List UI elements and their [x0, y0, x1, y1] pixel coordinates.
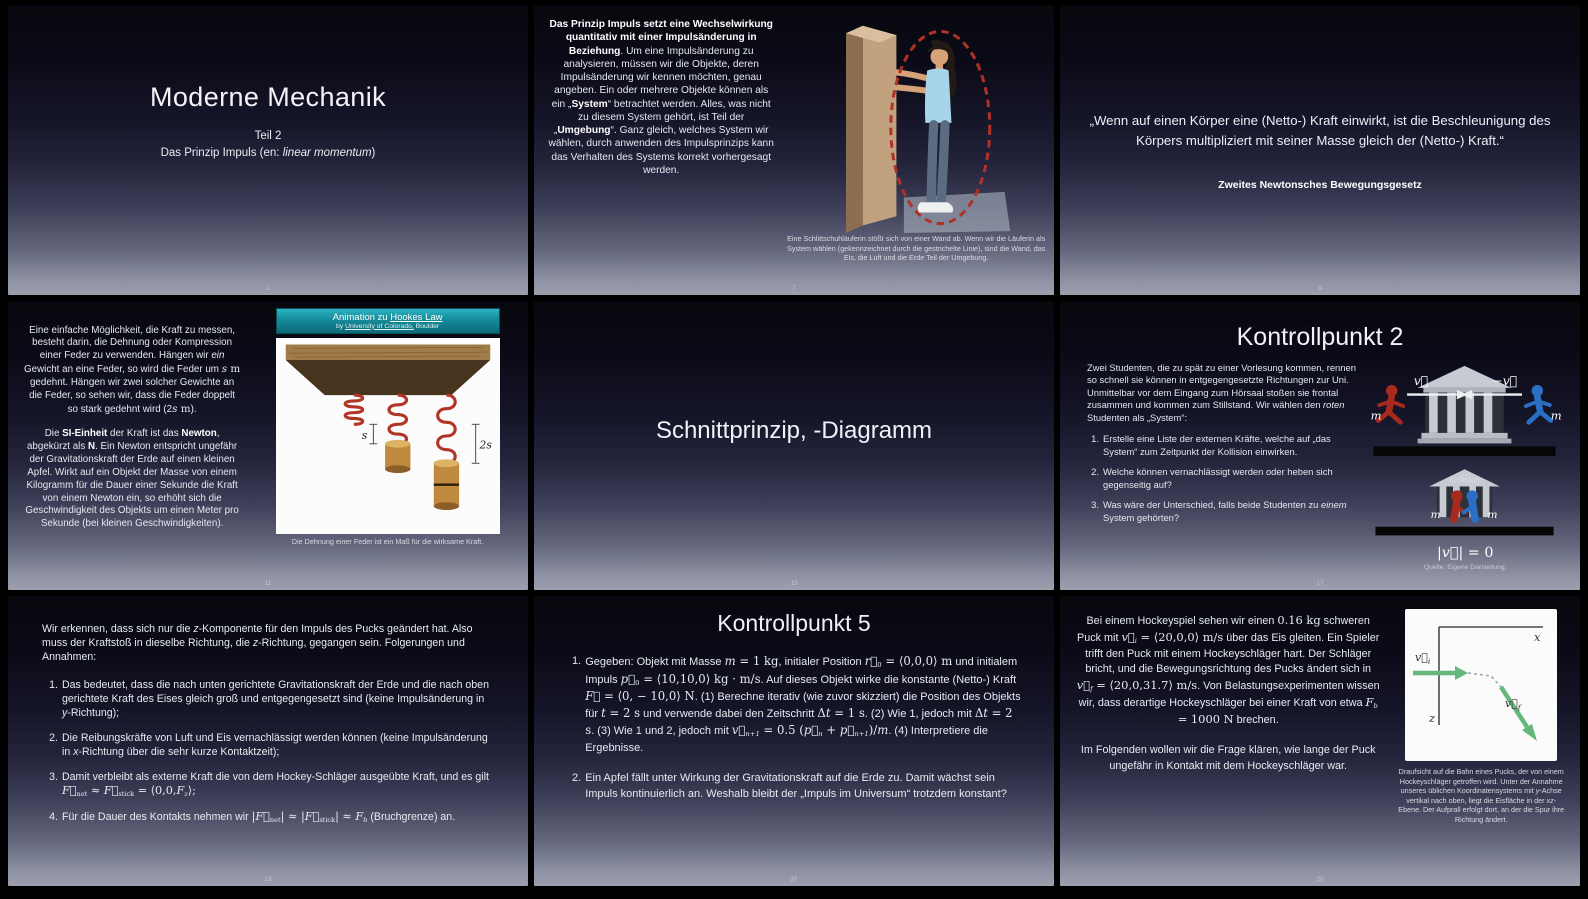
question-list — [1087, 433, 1356, 524]
students-collision-illustration — [1362, 362, 1568, 544]
item-text: Welche können vernachlässigt werden oder heben sich gegenseitig auf? — [1103, 466, 1333, 490]
item-number: 1. — [49, 678, 58, 691]
list-item — [1087, 466, 1356, 491]
vf-label: $v⃗_f$ — [1505, 697, 1521, 713]
slide-number: 23 — [264, 875, 272, 883]
dimension-label-2s: 2s — [479, 438, 492, 452]
slide-number: 15 — [790, 580, 798, 588]
slide-title: Kontrollpunkt 2 — [1236, 322, 1404, 351]
zero-velocity-formula: |v⃗| = 0 — [1436, 544, 1494, 561]
list-item — [42, 731, 494, 759]
item-text: Damit verbleibt als externe Kraft die von dem Hockey-Schläger ausgeübte Kraft, und es gilt F⃗net ≈ F⃗stick = ⟨0,0,Fz⟩; — [62, 770, 489, 798]
item-text: Das bedeutet, dass die nach unten gerichtete Gravitationskraft der Erde und die nach oben gerichtete Kraft des Eises gleich groß und entgegengesetzt sind (keine Impulsänderung in y-Richtung); — [62, 678, 489, 719]
dimension-label-s: s — [361, 428, 367, 442]
slide-7-system[interactable] — [534, 5, 1054, 295]
title-block — [8, 5, 528, 295]
deck-subtitle-topic: Das Prinzip Impuls (en: linear momentum) — [160, 147, 376, 160]
slide-23-folgerungen[interactable] — [8, 596, 528, 886]
animation-link-banner[interactable] — [276, 308, 500, 334]
slide-number: 9 — [1318, 284, 1322, 292]
list-item — [1087, 499, 1356, 524]
slide-15-schnittprinzip[interactable] — [534, 301, 1054, 591]
item-text: Ein Apfel fällt unter Wirkung der Gravitationskraft auf die Erde zu. Damit wächst sein Impuls kontinuierlich an. Weshalb bleibt der „Impuls im Universum“ trotzdem konstant? — [585, 771, 1007, 801]
slide-17-kontrollpunkt-2[interactable] — [1060, 301, 1580, 591]
conclusion-list — [42, 678, 494, 825]
list-item — [1087, 433, 1356, 458]
list-item — [42, 678, 494, 720]
slide-number: 1 — [266, 284, 270, 292]
exercise-list — [565, 653, 1023, 802]
collision-figure — [1356, 362, 1580, 571]
list-item — [42, 810, 494, 825]
item-text: Die Reibungskräfte von Luft und Eis vernachlässigt werden können (keine Impulsänderung in x-Richtung über die sehr kurze Kontaktzeit); — [62, 731, 488, 758]
body-paragraph-2: Im Folgenden wollen wir die Frage klären, wie lange der Puck ungefähr in Kontakt mit dem Hockeyschläger war. — [1080, 744, 1376, 772]
slide-number: 37 — [790, 875, 798, 883]
weight-cylinder-single — [385, 440, 410, 473]
slide-number: 17 — [1316, 580, 1324, 588]
body-text: Das Prinzip Impuls setzt eine Wechselwirkung quantitativ mit einer Impulsänderung in Beziehung. Um eine Impulsänderung zu analysieren, müssen wir die Objekte, deren Impulsänderung wir kennen möchten, genau angeben. Ein oder mehrere Objekte können als ein „System“ betrachtet werden. Alles, was nicht zu diesem System gehört, ist Teil der „Umgebung“. Ganz gleich, welches System wir wählen, durch anwenden des Impulsprinzips kann das Verhalten des Systems korrekt vorhergesagt werden. — [548, 19, 774, 176]
z-axis-label: z — [1429, 711, 1436, 726]
item-text: Erstelle eine Liste der externen Kräfte, welche auf „das System“ zum Zeitpunkt der Kollision einwirken. — [1103, 433, 1331, 457]
ice-platform — [904, 192, 1010, 233]
blue-runner — [1526, 385, 1551, 422]
slide-9-newton-quote[interactable] — [1060, 5, 1580, 295]
body-paragraph-2: Die SI-Einheit der Kraft ist das Newton, abgekürzt als N. Ein Newton entspricht ungefähr der Gravitationskraft der Erde auf einen kleinen Apfel. Wirkt auf ein Objekt der Masse von einem Kilogramm für die Dauer einer Sekunde die Kraft von einem Newton ein, so erhöht sich die Geschwindigkeit des Objekts um einen Meter pro Sekunde (bei kleinen Geschwindigkeiten). — [25, 428, 239, 530]
deck-subtitle-part: Teil 2 — [254, 130, 282, 143]
item-number: 3. — [49, 770, 58, 783]
deck-title: Moderne Mechanik — [149, 82, 387, 113]
mass-label-collision-left: m — [1430, 508, 1441, 521]
body-paragraph-1: Bei einem Hockeyspiel sehen wir einen 0.16 kg schweren Puck mit v⃗i = ⟨20,0,0⟩ m/s über das Eis gleiten. Ein Spieler trifft den Puck mit einem Hockeyschläger hart. Der Schläger bricht, und die Bewegungsrichtung des Pucks ändert sich in v⃗f = ⟨20,0,31.7⟩ m/s. Von Belastungsexperimenten wissen wir, dass derartige Hockeyschläger bei einer Kraft von etwa Fb = 1000 N brechen. — [1076, 613, 1380, 727]
spring-figure — [276, 338, 500, 534]
item-text: Gegeben: Objekt mit Masse m = 1 kg, initialer Position r⃗0 = ⟨0,0,0⟩ m und initialem Impuls p⃗0 = ⟨10,10,0⟩ kg · m/s. Auf dieses Objekt wirke die konstante (Netto-) Kraft F⃗ = ⟨0, − 10,0⟩ N. (1) Berechne iterativ (wie zuvor skizziert) die Position des Objekts für t = 2 s und verwende dabei den Zeitschritt Δt = 1 s. (2) Wie 1, jedoch mit Δt = 2 s. (3) Wie 1 und 2, jedoch mit v⃗n+1 = 0.5 (p⃗n + p⃗n+1)/m. (4) Interpretiere die Ergebnisse. — [585, 654, 1021, 754]
item-text: Was wäre der Unterschied, falls beide Studenten zu einem System gehörten? — [1103, 499, 1347, 523]
slide-number: 7 — [792, 284, 796, 292]
kollision-label: Kollision — [1449, 475, 1480, 485]
slide-1-title[interactable] — [8, 5, 528, 295]
x-axis-label: x — [1534, 630, 1541, 645]
item-number: 4. — [49, 810, 58, 823]
slide-37-kontrollpunkt-5[interactable] — [534, 596, 1054, 886]
item-number: 2. — [1091, 466, 1099, 478]
wall-side — [846, 26, 863, 233]
ground-bar — [1374, 446, 1556, 456]
weight-cylinder-double — [433, 459, 458, 510]
item-number: 1. — [1091, 433, 1099, 445]
v-label: v⃗ — [1413, 372, 1429, 388]
slide-20-hockey-puck[interactable] — [1060, 596, 1580, 886]
animation-link-credit[interactable]: by University of Colorado, Boulder — [335, 322, 440, 330]
item-number: 2. — [49, 731, 58, 744]
quote-attribution: Zweites Newtonsches Bewegungsgesetz — [1218, 179, 1422, 192]
source-note: Quelle: Eigene Darstellung. — [1423, 563, 1507, 571]
slide-number: 11 — [264, 580, 272, 588]
figure-caption: Draufsicht auf die Bahn eines Pucks, der von einem Hockeyschläger getroffen wird. Unter der Annahme unseres üblichen Koordinatensystems mit y-Achse vertikal nach oben, liegt die Eisfläche in der xz-Ebene. Der Aufprall erfolgt dort, an der die Spur ihre Richtung ändert. — [1398, 767, 1565, 824]
intro-text: Zwei Studenten, die zu spät zu einer Vorlesung kommen, rennen so schnell sie können in entgegengesetzte Richtungen zur Uni. Unmittelbar vor dem Eingang zum Hörsaal stoßen sie frontal zusammen und kommen zum Stillstand. Wir wählen den roten Studenten als „System“: — [1087, 361, 1356, 423]
ground-bar-2 — [1376, 526, 1554, 535]
skater-figure — [898, 40, 957, 212]
figure-caption: Eine Schlittschuhläuferin stößt sich von einer Wand ab. Wenn wir die Läuferin als System wählen (gekennzeichnet durch die gestrichelte Linie), sind die Wand, das Eis, die Luft und die Erde Teil der Umgebung. — [787, 234, 1046, 262]
item-number: 1. — [572, 655, 582, 668]
slide-11-springs[interactable] — [8, 301, 528, 591]
body-paragraph-1: Eine einfache Möglichkeit, die Kraft zu messen, besteht darin, die Dehnung oder Kompression einer Feder zu verwenden. Hängen wir ein Gewicht an eine Feder, so wird die Feder um s m gedehnt. Hängen wir zwei solcher Gewichte an die Feder, so sehen wir, dass die Feder doppelt so stark gedehnt wird (2s m). — [24, 324, 241, 415]
intro-text: Wir erkennen, dass sich nur die z-Komponente für den Impuls des Pucks geändert hat. Also muss der Kraftstoß in dieselbe Richtung, die z-Richtung, gegangen sein. Folgerungen und Annahmen: — [42, 623, 473, 664]
wall-front — [863, 26, 897, 226]
springs-illustration — [276, 338, 500, 534]
figure-skater — [778, 5, 1054, 295]
slide-title: Schnittprinzip, -Diagramm — [655, 416, 933, 444]
list-item — [42, 770, 494, 799]
red-runner — [1378, 385, 1403, 422]
figure-caption: Die Dehnung einer Feder ist ein Maß für die wirksame Kraft. — [291, 536, 484, 546]
puck-path-figure — [1382, 596, 1580, 886]
mass-label-right: m — [1550, 408, 1562, 423]
list-item — [565, 653, 1023, 756]
neg-v-label: −v⃗ — [1492, 372, 1518, 388]
item-number: 2. — [572, 771, 582, 784]
item-text: Für die Dauer des Kontakts nehmen wir |F⃗net| ≈ |F⃗stick| ≈ Fb (Bruchgrenze) an. — [62, 809, 456, 824]
slide-title: Kontrollpunkt 5 — [717, 610, 871, 637]
puck-trajectory-diagram — [1405, 609, 1557, 761]
diagram-frame — [1405, 609, 1557, 761]
quote-text: „Wenn auf einen Körper eine (Netto-) Kraft einwirkt, ist die Beschleunigung des Körpers multipliziert mit seiner Masse gleich der (Netto-) Kraft.“ — [1089, 113, 1551, 149]
list-item — [565, 770, 1023, 803]
skater-wall-illustration — [818, 9, 1014, 233]
slide-number: 20 — [1316, 875, 1324, 883]
animation-link-title[interactable]: Animation zu Hookes Law — [332, 311, 443, 323]
trajectory-dashed-path — [1468, 673, 1501, 687]
item-number: 3. — [1091, 499, 1099, 511]
vi-label: $v⃗_i$ — [1415, 651, 1431, 667]
mass-label-left: m — [1370, 408, 1382, 423]
mass-label-collision-right: m — [1487, 508, 1498, 521]
